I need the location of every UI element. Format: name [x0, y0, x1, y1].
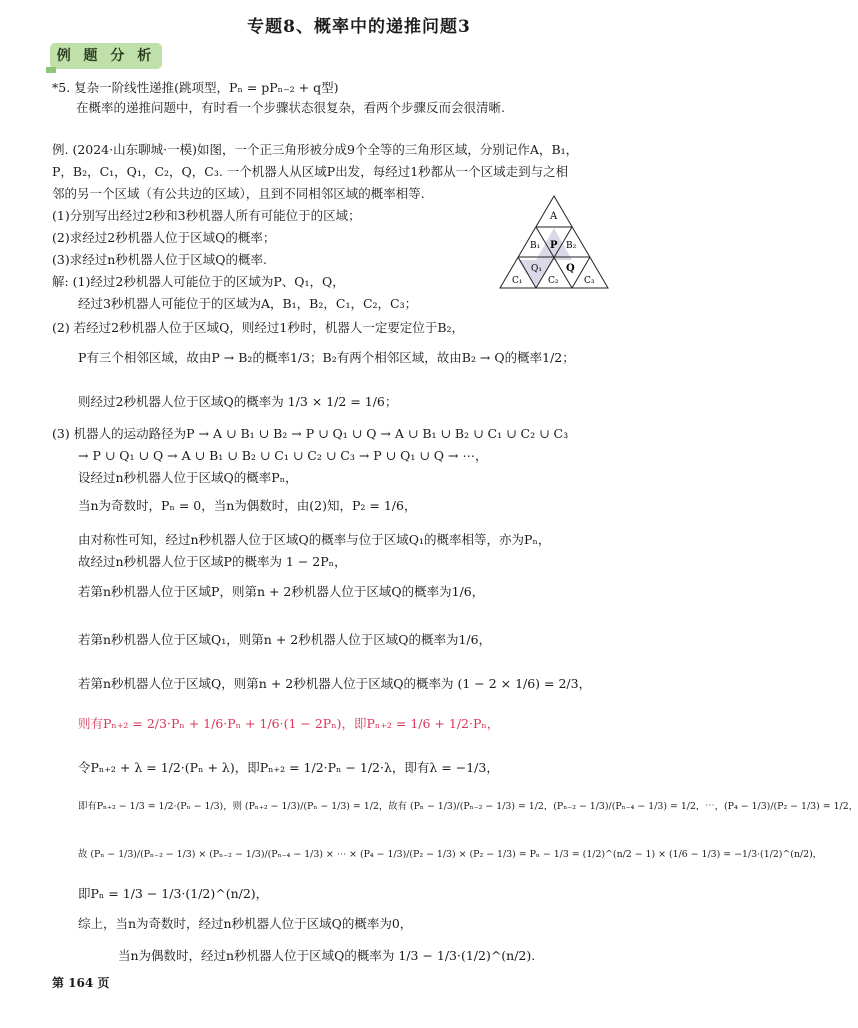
problem-line: 例. (2024·山东聊城·一模)如图，一个正三角形被分成9个全等的三角形区域，分别记作A，B₁， [52, 142, 579, 157]
solution-line: 当n为奇数时，Pₙ = 0，当n为偶数时，由(2)知，P₂ = 1/6， [78, 498, 417, 513]
problem-line: 邻的另一个区域（有公共边的区域），且到不同相邻区域的概率相等. [52, 186, 425, 201]
label-q1: Q₁ [531, 264, 542, 274]
label-b2: B₂ [566, 241, 577, 251]
recurrence-highlight: 则有Pₙ₊₂ = 2/3·Pₙ + 1/6·Pₙ + 1/6·(1 − 2Pₙ)，即Pₙ₊₂ = 1/6 + 1/2·Pₙ， [78, 716, 500, 731]
solution-line: 综上，当n为奇数时，经过n秒机器人位于区域Q的概率为0， [78, 916, 413, 931]
label-c2: C₂ [548, 276, 559, 286]
solution-line: 若第n秒机器人位于区域Q₁，则第n + 2秒机器人位于区域Q的概率为1/6， [78, 632, 492, 647]
solution-line: → P ∪ Q₁ ∪ Q → A ∪ B₁ ∪ B₂ ∪ C₁ ∪ C₂ ∪ C₃ → P ∪ Q₁ ∪ Q → ⋯， [78, 448, 488, 463]
solution-line: 故 (Pₙ − 1/3)/(Pₙ₋₂ − 1/3) × (Pₙ₋₂ − 1/3)/(Pₙ₋₄ − 1/3) × ⋯ × (P₄ − 1/3)/(P₂ − 1/3) × (P₂ − 1/3) = Pₙ − 1/3 = (1/2)^(n/2 − 1) × (1/6 − 1/3) = −1/3·(1/2)^(n/2)， [78, 849, 823, 860]
solution-line: 设经过n秒机器人位于区域Q的概率Pₙ， [78, 470, 298, 485]
problem-line: P，B₂，C₁，Q₁，C₂，Q，C₃. 一个机器人从区域P出发，每经过1秒都从一个区域走到与之相 [52, 164, 569, 179]
triangle-figure [500, 196, 608, 292]
solution-line: 令Pₙ₊₂ + λ = 1/2·(Pₙ + λ)，即Pₙ₊₂ = 1/2·Pₙ − 1/2·λ，即有λ = −1/3， [78, 760, 499, 775]
solution-line: 即Pₙ = 1/3 − 1/3·(1/2)^(n/2)， [78, 886, 269, 901]
solution-line: 经过3秒机器人可能位于的区域为A，B₁，B₂，C₁，C₂，C₃； [78, 296, 418, 311]
solution-line: (2) 若经过2秒机器人位于区域Q，则经过1秒时，机器人一定要定位于B₂， [52, 320, 465, 335]
solution-line: P有三个相邻区域，故由P → B₂的概率1/3；B₂有两个相邻区域，故由B₂ → Q的概率1/2； [78, 350, 575, 365]
problem-question: (3)求经过n秒机器人位于区域Q的概率. [52, 252, 267, 267]
label-a: A [550, 211, 558, 222]
label-c3: C₃ [584, 276, 595, 286]
page-title: 专题8、概率中的递推问题3 [247, 17, 471, 37]
solution-line: 则经过2秒机器人位于区域Q的概率为 1/3 × 1/2 = 1/6； [78, 394, 398, 409]
solution-line: 若第n秒机器人位于区域Q，则第n + 2秒机器人位于区域Q的概率为 (1 − 2 × 1/6) = 2/3， [78, 676, 592, 691]
solution-line: 当n为偶数时，经过n秒机器人位于区域Q的概率为 1/3 − 1/3·(1/2)^(n/2). [118, 948, 536, 963]
solution-line: (3) 机器人的运动路径为P → A ∪ B₁ ∪ B₂ → P ∪ Q₁ ∪ Q → A ∪ B₁ ∪ B₂ ∪ C₁ ∪ C₂ ∪ C₃ [52, 426, 569, 441]
page-number: 第 164 页 [52, 976, 110, 990]
solution-line: 解: (1)经过2秒机器人可能位于的区域为P、Q₁，Q， [52, 274, 345, 289]
solution-line: 由对称性可知，经过n秒机器人位于区域Q的概率与位于区域Q₁的概率相等，亦为Pₙ， [78, 532, 551, 547]
label-p: P [550, 240, 558, 251]
solution-line: 故经过n秒机器人位于区域P的概率为 1 − 2Pₙ， [78, 554, 347, 569]
problem-question: (2)求经过2秒机器人位于区域Q的概率； [52, 230, 276, 245]
intro-line: 在概率的递推问题中，有时看一个步骤状态很复杂，看两个步骤反而会很清晰. [76, 100, 505, 115]
label-c1: C₁ [512, 276, 523, 286]
label-q: Q [566, 263, 575, 274]
intro-line: *5. 复杂一阶线性递推(跳项型，Pₙ = pPₙ₋₂ + q型) [52, 80, 339, 95]
problem-question: (1)分别写出经过2秒和3秒机器人所有可能位于的区域； [52, 208, 361, 223]
section-badge: 例 题 分 析 [50, 43, 162, 69]
solution-line: 即有Pₙ₊₂ − 1/3 = 1/2·(Pₙ − 1/3)，则 (Pₙ₊₂ − 1/3)/(Pₙ − 1/3) = 1/2，故有 (Pₙ − 1/3)/(Pₙ₋₂ − 1/3) = 1/2，(Pₙ₋₂ − 1/3)/(Pₙ₋₄ − 1/3) = 1/2，⋯，(P₄ − 1/3)/(P₂ − 1/3) = 1/2， [78, 801, 858, 812]
label-b1: B₁ [530, 241, 541, 251]
solution-line: 若第n秒机器人位于区域P，则第n + 2秒机器人位于区域Q的概率为1/6， [78, 584, 485, 599]
